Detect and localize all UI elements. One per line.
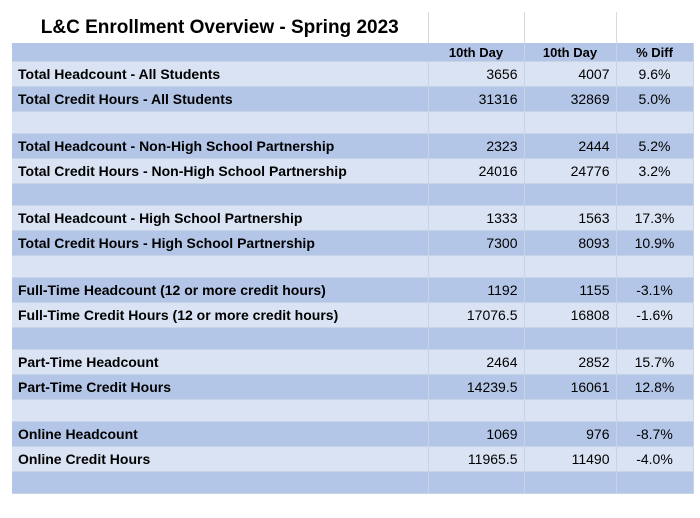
- table-row: [12, 447, 693, 472]
- cell-empty[interactable]: [524, 112, 616, 134]
- cell-value-a[interactable]: 1333: [428, 206, 524, 231]
- row-label[interactable]: Full-Time Credit Hours (12 or more credit hours): [12, 303, 428, 328]
- cell-pct-diff[interactable]: 17.3%: [616, 206, 693, 231]
- cell-value-a[interactable]: 17076.5: [428, 303, 524, 328]
- table-row: [12, 206, 693, 231]
- row-label[interactable]: Part-Time Headcount: [12, 350, 428, 375]
- cell-pct-diff[interactable]: 15.7%: [616, 350, 693, 375]
- cell-pct-diff[interactable]: -3.1%: [616, 278, 693, 303]
- cell-empty[interactable]: [616, 328, 693, 350]
- cell-pct-diff[interactable]: 5.2%: [616, 134, 693, 159]
- cell-empty[interactable]: [12, 112, 428, 134]
- row-label[interactable]: Part-Time Credit Hours: [12, 375, 428, 400]
- cell-value-a[interactable]: 2323: [428, 134, 524, 159]
- row-label[interactable]: Total Headcount - High School Partnership: [12, 206, 428, 231]
- cell-empty[interactable]: [524, 184, 616, 206]
- page-title[interactable]: L&C Enrollment Overview - Spring 2023: [12, 12, 428, 43]
- cell-value-b[interactable]: 976: [524, 422, 616, 447]
- cell-empty[interactable]: [12, 256, 428, 278]
- row-label[interactable]: Total Credit Hours - Non-High School Partnership: [12, 159, 428, 184]
- table-row: [12, 350, 693, 375]
- cell-empty[interactable]: [12, 400, 428, 422]
- cell-empty[interactable]: [428, 112, 524, 134]
- table-row: [12, 231, 693, 256]
- cell-empty[interactable]: [616, 184, 693, 206]
- cell-value-b[interactable]: 8093: [524, 231, 616, 256]
- row-label[interactable]: Total Headcount - All Students: [12, 62, 428, 87]
- cell-value-a[interactable]: 1192: [428, 278, 524, 303]
- cell-value-a[interactable]: 2464: [428, 350, 524, 375]
- header-cell-blank[interactable]: [12, 43, 428, 62]
- cell-value-b[interactable]: 16808: [524, 303, 616, 328]
- cell-empty[interactable]: [524, 12, 616, 43]
- spacer-row: [12, 112, 693, 134]
- cell-value-b[interactable]: 4007: [524, 62, 616, 87]
- row-label[interactable]: Total Credit Hours - All Students: [12, 87, 428, 112]
- cell-empty[interactable]: [428, 328, 524, 350]
- cell-empty[interactable]: [616, 400, 693, 422]
- cell-empty[interactable]: [616, 472, 693, 494]
- cell-value-a[interactable]: 1069: [428, 422, 524, 447]
- cell-pct-diff[interactable]: 3.2%: [616, 159, 693, 184]
- cell-empty[interactable]: [428, 400, 524, 422]
- spacer-row: [12, 256, 693, 278]
- cell-pct-diff[interactable]: -1.6%: [616, 303, 693, 328]
- spacer-row: [12, 184, 693, 206]
- cell-value-a[interactable]: 11965.5: [428, 447, 524, 472]
- spacer-row: [12, 400, 693, 422]
- cell-empty[interactable]: [428, 12, 524, 43]
- cell-empty[interactable]: [524, 256, 616, 278]
- cell-value-a[interactable]: 14239.5: [428, 375, 524, 400]
- table-row: [12, 134, 693, 159]
- cell-empty[interactable]: [524, 328, 616, 350]
- cell-empty[interactable]: [428, 472, 524, 494]
- cell-value-b[interactable]: 2852: [524, 350, 616, 375]
- cell-empty[interactable]: [428, 184, 524, 206]
- spacer-row: [12, 472, 693, 494]
- cell-pct-diff[interactable]: 5.0%: [616, 87, 693, 112]
- cell-value-b[interactable]: 32869: [524, 87, 616, 112]
- header-row: [12, 43, 693, 62]
- cell-value-b[interactable]: 2444: [524, 134, 616, 159]
- table-row: [12, 422, 693, 447]
- cell-empty[interactable]: [12, 472, 428, 494]
- row-label[interactable]: Online Headcount: [12, 422, 428, 447]
- row-label[interactable]: Total Headcount - Non-High School Partnership: [12, 134, 428, 159]
- cell-pct-diff[interactable]: 9.6%: [616, 62, 693, 87]
- table-row: [12, 375, 693, 400]
- cell-empty[interactable]: [428, 256, 524, 278]
- title-row: [12, 12, 693, 43]
- cell-value-a[interactable]: 31316: [428, 87, 524, 112]
- row-label[interactable]: Online Credit Hours: [12, 447, 428, 472]
- cell-value-a[interactable]: 7300: [428, 231, 524, 256]
- cell-value-a[interactable]: 24016: [428, 159, 524, 184]
- row-label[interactable]: Total Credit Hours - High School Partnership: [12, 231, 428, 256]
- cell-value-b[interactable]: 1563: [524, 206, 616, 231]
- cell-empty[interactable]: [524, 472, 616, 494]
- spacer-row: [12, 328, 693, 350]
- cell-pct-diff[interactable]: -8.7%: [616, 422, 693, 447]
- cell-value-b[interactable]: 1155: [524, 278, 616, 303]
- cell-pct-diff[interactable]: -4.0%: [616, 447, 693, 472]
- cell-value-b[interactable]: 11490: [524, 447, 616, 472]
- cell-value-b[interactable]: 24776: [524, 159, 616, 184]
- table-row: [12, 278, 693, 303]
- table-row: [12, 62, 693, 87]
- header-cell-10th-day-a[interactable]: 10th Day: [428, 43, 524, 62]
- header-cell-pct-diff[interactable]: % Diff: [616, 43, 693, 62]
- cell-empty[interactable]: [12, 184, 428, 206]
- cell-pct-diff[interactable]: 10.9%: [616, 231, 693, 256]
- cell-empty[interactable]: [524, 400, 616, 422]
- cell-empty[interactable]: [616, 112, 693, 134]
- table-row: [12, 303, 693, 328]
- cell-empty[interactable]: [12, 328, 428, 350]
- header-cell-10th-day-b[interactable]: 10th Day: [524, 43, 616, 62]
- table-row: [12, 87, 693, 112]
- cell-value-a[interactable]: 3656: [428, 62, 524, 87]
- cell-pct-diff[interactable]: 12.8%: [616, 375, 693, 400]
- row-label[interactable]: Full-Time Headcount (12 or more credit hours): [12, 278, 428, 303]
- cell-empty[interactable]: [616, 256, 693, 278]
- table-row: [12, 159, 693, 184]
- cell-value-b[interactable]: 16061: [524, 375, 616, 400]
- cell-empty[interactable]: [616, 12, 693, 43]
- enrollment-table: [12, 12, 694, 494]
